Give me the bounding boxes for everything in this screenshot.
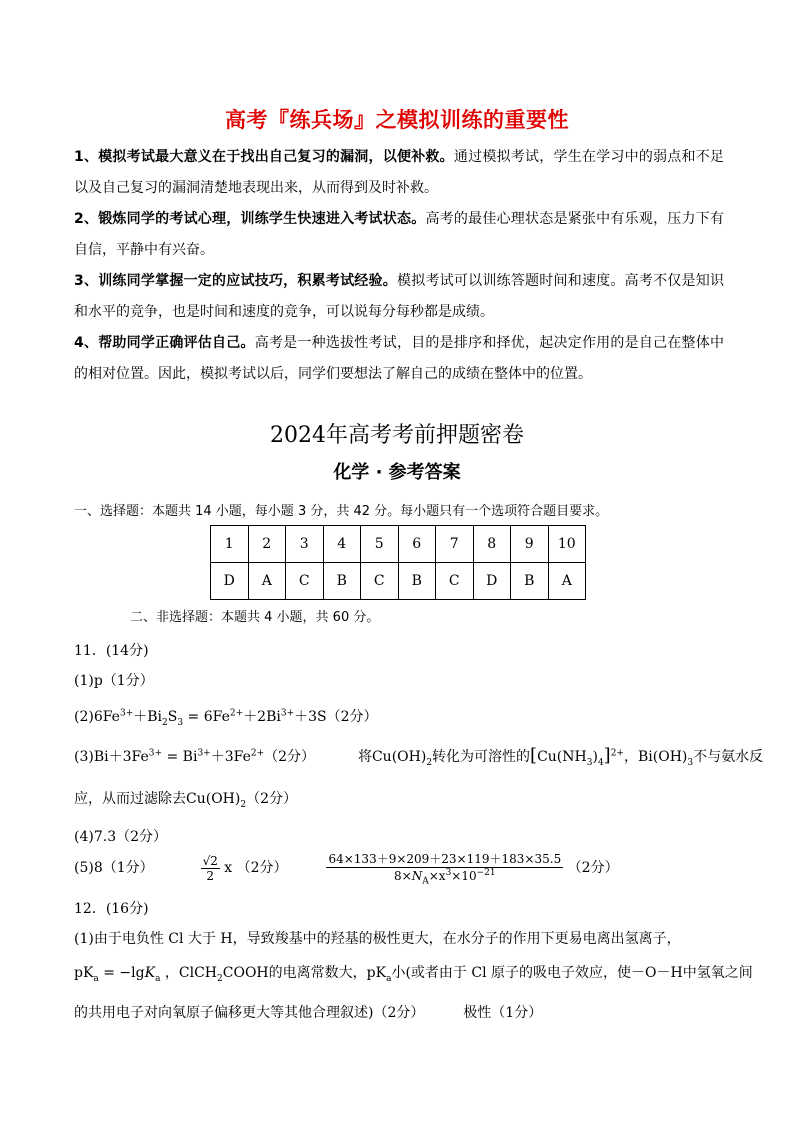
q12-acid-name: ClCH — [178, 965, 218, 981]
q12-part1-line3-score: 极性（1分） — [463, 1005, 543, 1021]
intro-point-3 — [74, 266, 724, 328]
subject-title: 化学 · 参考答案 — [333, 462, 461, 483]
answer-letter: C — [286, 563, 324, 600]
intro-point-1 — [74, 142, 724, 204]
question-number: 10 — [548, 526, 586, 563]
intro-point-1-lead: 1、模拟考试最大意义在于找出自己复习的漏洞，以便补救。 — [74, 149, 454, 165]
q11-heading: 11．(14分) — [74, 643, 149, 659]
q12-part1-line3-text: 的共用电子对向氧原子偏移更大等其他合理叙述)（2分） — [74, 1005, 425, 1021]
q11-part2-lead: (2)6Fe — [74, 709, 120, 725]
density-numerator: 64×133＋9×209＋23×119＋183×35.5 — [328, 852, 562, 866]
q12-part1-line2: $pK_a = -\lg K_a$ ，ClCH$_2$COOH的电离常数大，$pK_a$小(或者由于 Cl 原子的吸电子效应，使－O－H中氢氧之间 — [74, 965, 753, 984]
answer-table — [210, 525, 586, 600]
intro-point-4-lead: 4、帮助同学正确评估自己。 — [74, 335, 255, 351]
question-number: 6 — [398, 526, 436, 563]
intro-point-4-text: 高考是一种选拔性考试，目的是排序和择优，起决定作用的是自己在整体中的相对位置。因此，模拟考试以后，同学们要想法了解自己的成绩在整体中的位置。 — [74, 335, 724, 382]
q12-heading: 12．(16分) — [74, 901, 149, 917]
q11-part2-score: （2分） — [326, 709, 378, 725]
question-number: 5 — [361, 526, 399, 563]
q11-part4: (4)7.3（2分） — [74, 829, 168, 845]
q12-part1-text: 的电离常数大，pK — [268, 965, 387, 981]
q11-part5-x: x （2分） — [224, 860, 288, 877]
question-number: 7 — [436, 526, 474, 563]
answer-letter: C — [361, 563, 399, 600]
q11-part1: (1)p（1分） — [74, 673, 154, 689]
section-1-heading: 一、选择题：本题共 14 小题，每小题 3 分，共 42 分。每小题只有一个选项符合题目要求。 — [74, 504, 609, 519]
question-number: 1 — [211, 526, 249, 563]
intro-point-2-lead: 2、锻炼同学的考试心理，训练学生快速进入考试状态。 — [74, 211, 426, 227]
q12-part1-line3 — [74, 1002, 542, 1022]
intro-points — [74, 142, 724, 390]
answer-table-answer-row — [211, 563, 586, 600]
q11-part2: $(2)6Fe^{3+}+Bi_2S_3 = 6Fe^{2+}+2Bi^{3+}+3S(2$分） — [74, 708, 378, 728]
density-fraction: $\frac{64\times 133+9\times 209+23\times 119+183\times 35.5}{8\times N_A\times x^3\times 10^{-21}}$ — [328, 852, 562, 887]
intro-point-4 — [74, 328, 724, 390]
q11-part3-cont: 应，从而过滤除去$Cu(OH)_2(2$分） — [74, 791, 297, 810]
question-number: 4 — [323, 526, 361, 563]
answer-letter: B — [323, 563, 361, 600]
answer-letter: B — [398, 563, 436, 600]
answer-letter: D — [211, 563, 249, 600]
question-number: 9 — [511, 526, 549, 563]
q11-part3-text1: 将 — [357, 749, 372, 765]
answer-letter: A — [248, 563, 286, 600]
question-number: 8 — [473, 526, 511, 563]
answer-table-number-row — [211, 526, 586, 563]
q12-part1-line1: (1)由于电负性 Cl 大于 H，导致羧基中的羟基的极性更大，在水分子的作用下更易电离出氢离子， — [74, 931, 681, 947]
promo-title: 高考『练兵场』之模拟训练的重要性 — [225, 108, 569, 132]
q11-part5-lead: (5)8（1分） — [74, 860, 154, 877]
intro-point-1-text: 通过模拟考试，学生在学习中的弱点和不足以及自己复习的漏洞清楚地表现出来，从而得到及时补救。 — [74, 149, 724, 196]
q11-part3-text2: 转化为可溶性的 — [432, 749, 531, 765]
q11-part3-score: （2分） — [264, 749, 316, 765]
q11-part5 — [74, 850, 619, 886]
q11-part3-cont-text: 应，从而过滤除去 — [74, 791, 186, 807]
answer-letter: D — [473, 563, 511, 600]
intro-point-3-lead: 3、训练同学掌握一定的应试技巧，积累考试经验。 — [74, 273, 397, 289]
intro-point-3-text: 模拟考试可以训练答题时间和速度。高考不仅是知识和水平的竞争，也是时间和速度的竞争，可以说每分每秒都是成绩。 — [74, 273, 724, 320]
intro-point-2 — [74, 204, 724, 266]
intro-point-2-text: 高考的最佳心理状态是紧张中有乐观，压力下有自信，平静中有兴奋。 — [74, 211, 724, 258]
paper-title: 2024年高考考前押题密卷 — [270, 423, 524, 448]
q11-part3-cont-score: （2分） — [246, 791, 297, 807]
answer-letter: B — [511, 563, 549, 600]
section-2-heading: 二、非选择题：本题共 4 小题，共 60 分。 — [130, 610, 380, 625]
answer-letter: A — [548, 563, 586, 600]
q11-part3-text3: 不与氨水反 — [693, 749, 764, 765]
q12-part1-tail: 小(或者由于 Cl 原子的吸电子效应，使－O－H中氢氧之间 — [391, 965, 753, 981]
question-number: 2 — [248, 526, 286, 563]
q11-part5-score: （2分） — [567, 860, 619, 877]
question-number: 3 — [286, 526, 324, 563]
sqrt2-over-2-fraction: $\frac{√2}{2}$ — [202, 853, 218, 883]
answer-letter: C — [436, 563, 474, 600]
q11-part3: $(3)Bi+3Fe^{3+} = Bi^{3+}+3Fe^{2+}(2$分） 将$Cu(OH)_2$转化为可溶性的$[Cu(NH_3)_4]^{2+}$，$Bi(OH)_3$不与氨水反 — [74, 745, 764, 768]
